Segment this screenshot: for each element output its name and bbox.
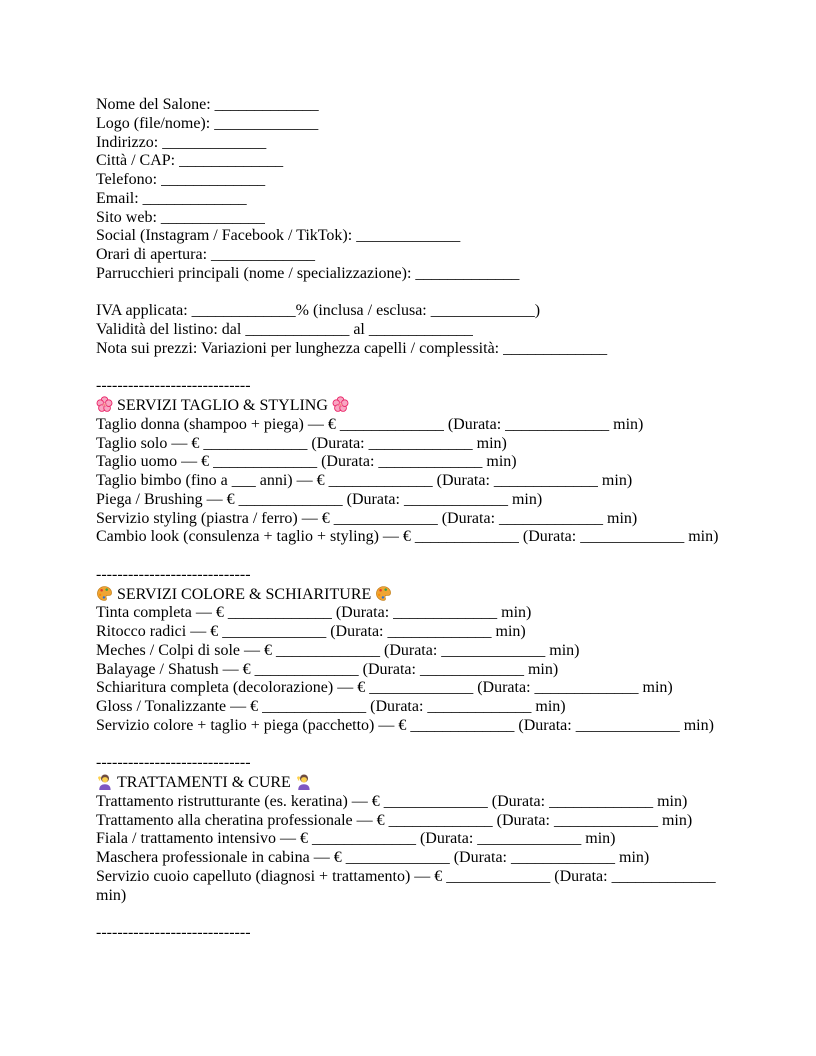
section-separator: ----------------------------- xyxy=(96,377,251,395)
service-line: Meches / Colpi di sole — € _____________ (Durata: _____________ min) xyxy=(96,641,580,659)
form-line: Nota sui prezzi: Variazioni per lunghezza capelli / complessità: _____________ xyxy=(96,339,608,357)
form-line: Social (Instagram / Facebook / TikTok): _____________ xyxy=(96,227,461,245)
service-line: Trattamento alla cheratina professionale — € _____________ (Durata: _____________ min) xyxy=(96,811,693,829)
service-line: Schiaritura completa (decolorazione) — € _____________ (Durata: _____________ min) xyxy=(96,679,673,697)
service-line: Servizio cuoio capelluto (diagnosi + trattamento) — € _____________ (Durata: _____________ min) xyxy=(96,867,720,904)
section-title: TRATTAMENTI & CURE xyxy=(117,774,291,791)
form-line: Validità del listino: dal _____________ al _____________ xyxy=(96,321,473,338)
section-heading xyxy=(96,585,720,605)
service-line: Maschera professionale in cabina — € _____________ (Durata: _____________ min) xyxy=(96,849,650,866)
service-line: Fiala / trattamento intensivo — € _____________ (Durata: _____________ min) xyxy=(96,830,616,848)
form-line: Parrucchieri principali (nome / specializzazione): _____________ xyxy=(96,264,520,282)
pricing-info xyxy=(96,302,720,358)
final-separator-block xyxy=(96,924,720,943)
section-title: SERVIZI COLORE & SCHIARITURE xyxy=(117,585,372,603)
service-line: Taglio solo — € _____________ (Durata: _____________ min) xyxy=(96,434,507,452)
service-line: Piega / Brushing — € _____________ (Durata: _____________ min) xyxy=(96,490,543,508)
cherry-blossom-icon xyxy=(96,396,113,413)
service-list xyxy=(96,793,720,906)
form-line: Telefono: _____________ xyxy=(96,171,266,188)
section-heading xyxy=(96,773,720,793)
service-list xyxy=(96,604,720,735)
service-line: Balayage / Shatush — € _____________ (Durata: _____________ min) xyxy=(96,660,559,678)
section-title: SERVIZI TAGLIO & STYLING xyxy=(117,397,328,414)
service-line: Tinta completa — € _____________ (Durata: _____________ min) xyxy=(96,604,532,622)
form-line: Orari di apertura: _____________ xyxy=(96,246,316,263)
form-line: IVA applicata: _____________% (inclusa / esclusa: _____________) xyxy=(96,302,541,320)
service-line: Ritocco radici — € _____________ (Durata: _____________ min) xyxy=(96,623,526,640)
artist-palette-icon xyxy=(96,585,113,602)
cherry-blossom-icon xyxy=(332,396,349,413)
form-line: Sito web: _____________ xyxy=(96,208,265,226)
section-heading xyxy=(96,396,720,416)
service-line: Servizio styling (piastra / ferro) — € _____________ (Durata: _____________ min) xyxy=(96,509,638,527)
service-line: Taglio donna (shampoo + piega) — € _____________ (Durata: _____________ min) xyxy=(96,415,644,433)
service-line: Gloss / Tonalizzante — € _____________ (Durata: _____________ min) xyxy=(96,698,566,715)
section-colore-schiariture xyxy=(96,566,720,736)
form-line: Logo (file/nome): _____________ xyxy=(96,114,319,132)
service-line: Taglio bimbo (fino a ___ anni) — € _____________ (Durata: _____________ min) xyxy=(96,472,633,489)
form-line: Indirizzo: _____________ xyxy=(96,133,267,151)
salon-info-fields xyxy=(96,96,720,284)
section-trattamenti-cure xyxy=(96,754,720,905)
service-line: Trattamento ristrutturante (es. keratina) — € _____________ (Durata: _____________ min) xyxy=(96,792,688,810)
service-line: Cambio look (consulenza + taglio + styling) — € _____________ (Durata: _____________ min) xyxy=(96,528,719,546)
section-taglio-styling xyxy=(96,377,720,547)
section-separator: ----------------------------- xyxy=(96,924,251,941)
section-separator: ----------------------------- xyxy=(96,754,251,772)
person-getting-haircut-icon xyxy=(295,773,312,790)
service-line: Servizio colore + taglio + piega (pacchetto) — € _____________ (Durata: _____________ min) xyxy=(96,716,714,734)
form-line: Città / CAP: _____________ xyxy=(96,152,284,170)
section-separator: ----------------------------- xyxy=(96,565,251,583)
form-line: Email: _____________ xyxy=(96,189,247,207)
form-line: Nome del Salone: _____________ xyxy=(96,96,319,113)
service-line: Taglio uomo — € _____________ (Durata: _____________ min) xyxy=(96,453,517,471)
person-getting-haircut-icon xyxy=(96,773,113,790)
artist-palette-icon xyxy=(375,585,392,602)
service-list xyxy=(96,416,720,547)
